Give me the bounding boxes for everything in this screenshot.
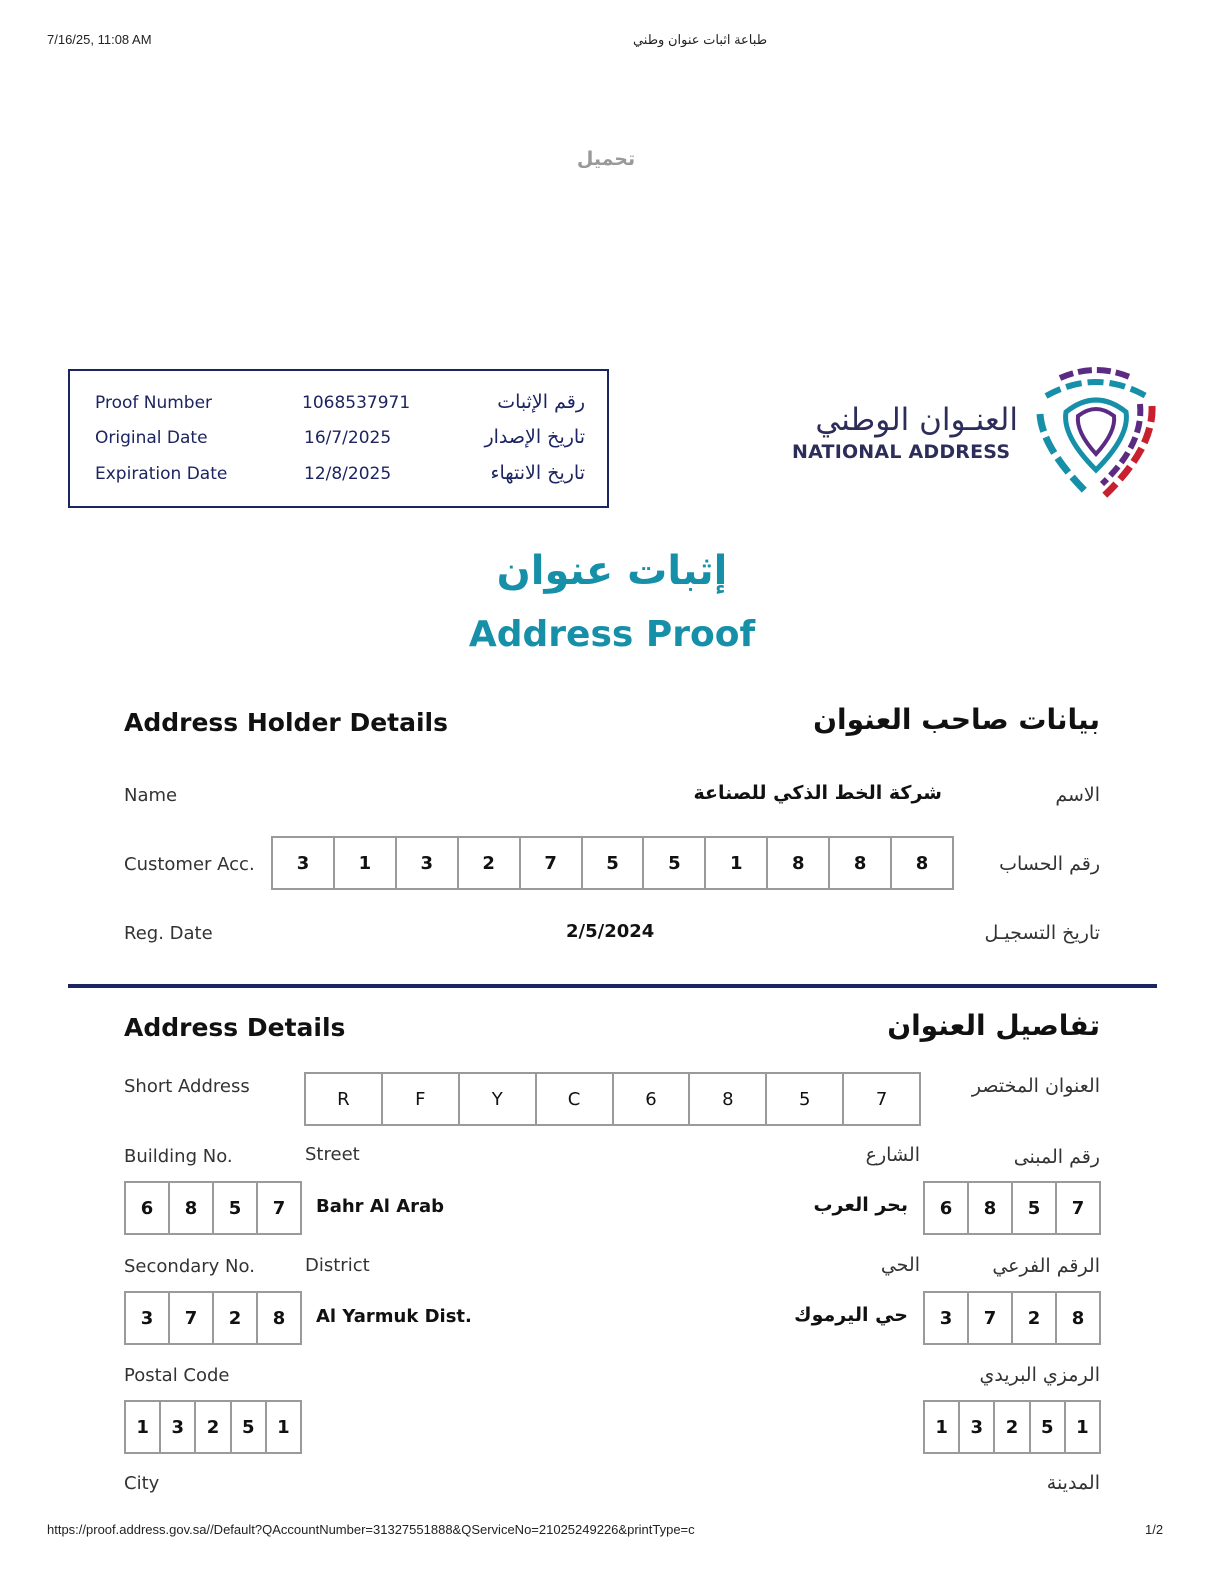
print-page-number: 1/2 xyxy=(1145,1522,1164,1537)
acc-digit: 2 xyxy=(459,838,521,888)
section-divider xyxy=(68,984,1157,988)
postal-code-digits-ar xyxy=(923,1400,1101,1454)
title-en: Address Proof xyxy=(468,614,756,655)
building-no-digits xyxy=(124,1181,302,1235)
acc-digit: 5 xyxy=(644,838,706,888)
title-ar: إثبات عنوان xyxy=(496,548,728,594)
postal-digit: 1 xyxy=(1076,1416,1089,1438)
short-address-char: 6 xyxy=(614,1074,691,1124)
acc-digit: 8 xyxy=(830,838,892,888)
acc-digit: 1 xyxy=(706,838,768,888)
proof-number-label-ar: رقم الإثبات xyxy=(497,391,585,413)
short-address-char: 5 xyxy=(767,1074,844,1124)
street-label: Street xyxy=(305,1144,360,1165)
address-heading-en: Address Details xyxy=(124,1013,346,1042)
short-address-char: 7 xyxy=(875,1088,888,1110)
print-url: https://proof.address.gov.sa//Default?QAccountNumber=31327551888&QServiceNo=21025249226&printType=c xyxy=(47,1522,695,1537)
building-digit: 6 xyxy=(126,1183,170,1233)
postal-digit: 2 xyxy=(196,1402,231,1452)
district-label-ar: الحي xyxy=(880,1254,920,1276)
short-address-char: R xyxy=(306,1074,383,1124)
print-page-title: طباعة اثبات عنوان وطني xyxy=(632,32,768,47)
building-no-label-ar: رقم المبنى xyxy=(1013,1146,1100,1168)
postal-digit: 1 xyxy=(277,1416,290,1438)
postal-code-label-ar: الرمزي البريدي xyxy=(979,1364,1100,1386)
postal-code-label: Postal Code xyxy=(124,1365,230,1386)
secondary-digit: 3 xyxy=(126,1293,170,1343)
short-address-chars xyxy=(304,1072,921,1126)
building-digit: 5 xyxy=(1013,1183,1057,1233)
secondary-no-digits xyxy=(124,1291,302,1345)
secondary-no-label-ar: الرقم الفرعي xyxy=(992,1255,1100,1277)
city-label-ar: المدينة xyxy=(1046,1472,1100,1494)
short-address-char: F xyxy=(383,1074,460,1124)
postal-digit: 5 xyxy=(1031,1402,1066,1452)
loading-text: تحميل xyxy=(576,148,636,170)
building-digit: 7 xyxy=(1071,1197,1085,1219)
reg-date-label: Reg. Date xyxy=(124,923,213,944)
reg-date-value: 2/5/2024 xyxy=(566,921,655,942)
postal-code-digits xyxy=(124,1400,302,1454)
district-value-en: Al Yarmuk Dist. xyxy=(316,1306,472,1327)
street-value-ar: بحر العرب xyxy=(813,1194,908,1216)
reg-date-label-ar: تاريخ التسجيـل xyxy=(984,922,1100,944)
postal-digit: 5 xyxy=(232,1402,267,1452)
original-date-value: 16/7/2025 xyxy=(304,428,392,448)
original-date-label: Original Date xyxy=(95,428,208,448)
building-no-digits-ar xyxy=(923,1181,1101,1235)
building-digit: 7 xyxy=(272,1197,286,1219)
expiration-date-label-ar: تاريخ الانتهاء xyxy=(490,462,585,484)
acc-digit: 5 xyxy=(583,838,645,888)
name-value: شركة الخط الذكي للصناعة xyxy=(693,782,942,804)
customer-acc-digits xyxy=(271,836,954,890)
secondary-digit: 7 xyxy=(969,1293,1013,1343)
customer-acc-label: Customer Acc. xyxy=(124,854,255,875)
national-address-logo-icon xyxy=(1032,366,1162,504)
postal-digit: 3 xyxy=(960,1402,995,1452)
district-label: District xyxy=(305,1255,370,1276)
logo-text-ar: العنـوان الوطني xyxy=(815,402,1018,438)
print-datetime: 7/16/25, 11:08 AM xyxy=(47,32,152,47)
proof-number-label: Proof Number xyxy=(95,393,213,413)
building-digit: 8 xyxy=(969,1183,1013,1233)
short-address-label-ar: العنوان المختصر xyxy=(971,1075,1100,1097)
short-address-char: 8 xyxy=(690,1074,767,1124)
building-digit: 5 xyxy=(214,1183,258,1233)
street-label-ar: الشارع xyxy=(865,1144,920,1166)
building-digit: 6 xyxy=(925,1183,969,1233)
building-digit: 8 xyxy=(170,1183,214,1233)
secondary-digit: 7 xyxy=(170,1293,214,1343)
district-value-ar: حي اليرموك xyxy=(794,1304,908,1326)
proof-number-value: 1068537971 xyxy=(302,393,411,413)
acc-digit: 7 xyxy=(521,838,583,888)
postal-digit: 1 xyxy=(126,1402,161,1452)
acc-digit: 8 xyxy=(768,838,830,888)
short-address-char: Y xyxy=(460,1074,537,1124)
secondary-digit: 8 xyxy=(1071,1307,1085,1329)
expiration-date-value: 12/8/2025 xyxy=(304,464,392,484)
short-address-char: C xyxy=(537,1074,614,1124)
secondary-digit: 2 xyxy=(1013,1293,1057,1343)
building-no-label: Building No. xyxy=(124,1146,233,1167)
acc-digit: 1 xyxy=(335,838,397,888)
secondary-digit: 8 xyxy=(272,1307,286,1329)
holder-heading-ar: بيانات صاحب العنوان xyxy=(813,703,1100,736)
logo-text-en: NATIONAL ADDRESS xyxy=(792,441,1011,463)
postal-digit: 2 xyxy=(995,1402,1030,1452)
address-heading-ar: تفاصيل العنوان xyxy=(887,1009,1100,1042)
acc-digit: 3 xyxy=(273,838,335,888)
street-value-en: Bahr Al Arab xyxy=(316,1196,445,1217)
postal-digit: 1 xyxy=(925,1402,960,1452)
secondary-no-label: Secondary No. xyxy=(124,1256,255,1277)
secondary-no-digits-ar xyxy=(923,1291,1101,1345)
acc-digit: 3 xyxy=(397,838,459,888)
original-date-label-ar: تاريخ الإصدار xyxy=(484,426,585,448)
holder-heading-en: Address Holder Details xyxy=(124,708,448,737)
name-label-ar: الاسم xyxy=(1055,784,1100,806)
acc-digit: 8 xyxy=(915,852,929,874)
city-label: City xyxy=(124,1473,160,1494)
postal-digit: 3 xyxy=(161,1402,196,1452)
customer-acc-label-ar: رقم الحساب xyxy=(999,853,1100,875)
secondary-digit: 2 xyxy=(214,1293,258,1343)
expiration-date-label: Expiration Date xyxy=(95,464,228,484)
short-address-label: Short Address xyxy=(124,1076,250,1097)
secondary-digit: 3 xyxy=(925,1293,969,1343)
name-label: Name xyxy=(124,785,178,806)
